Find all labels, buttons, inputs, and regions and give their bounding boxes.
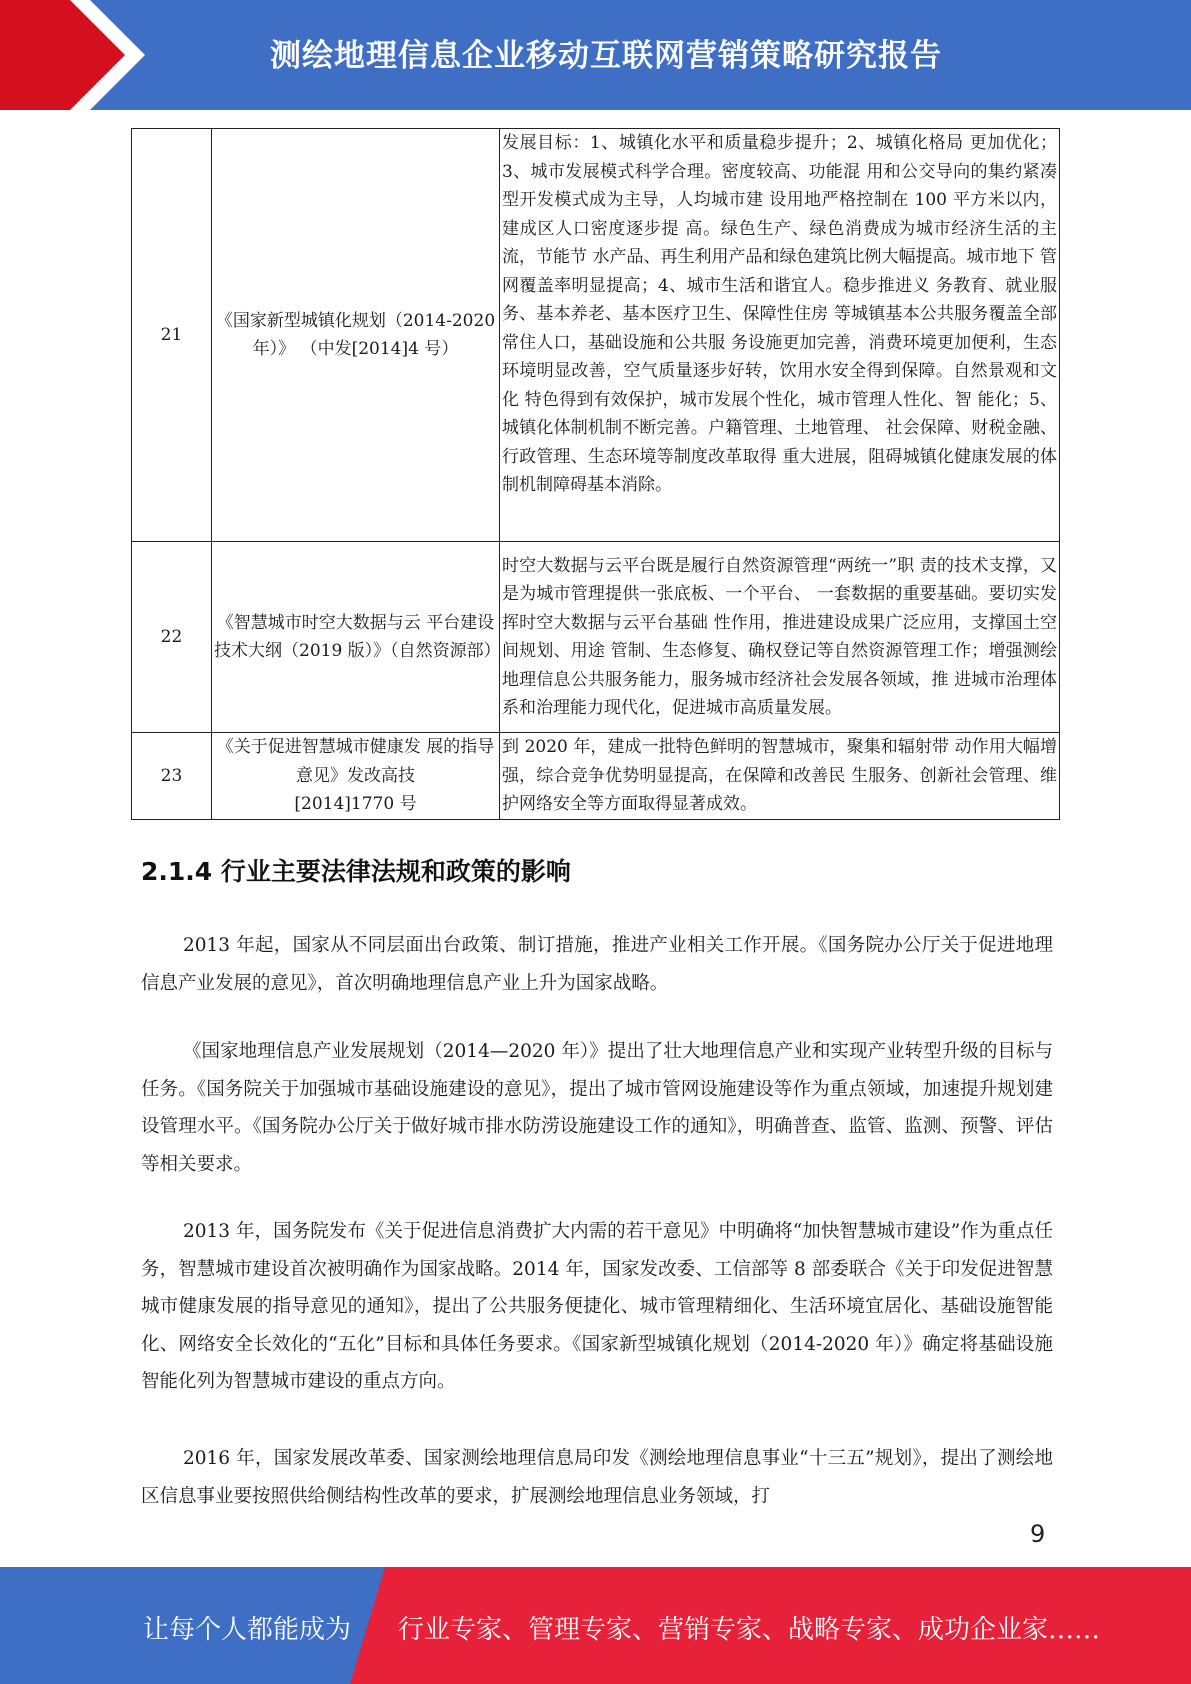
policy-name: 《智慧城市时空大数据与云 平台建设技术大纲（2019 版）》（自然资源部） — [212, 542, 500, 733]
footer-slogan-roles: 行业专家、管理专家、营销专家、战略专家、成功企业家…… — [398, 1615, 1101, 1645]
policy-table — [131, 128, 1060, 820]
policy-name-line: [2014]1770 号 — [294, 794, 417, 812]
policy-content: 发展目标：1、城镇化水平和质量稳步提升；2、城镇化格局 更加优化；3、城市发展模式科学合理。密度较高、功能混 用和公交导向的集约紧凑型开发模式成为主导，人均城市建 设用地严格控制在 100 平方米以内，建成区人口密度逐步提 高。绿色生产、绿色消费成为城市经济生活的主流，节能节 水产品、再生利用产品和绿色建筑比例大幅提高。城市地下 管网覆盖率明显提高；4、城市生活和谐宜人。稳步推进义 务教育、就业服务、基本养老、基本医疗卫生、保障性住房 等城镇基本公共服务覆盖全部常住人口，基础设施和公共服 务设施更加完善，消费环境更加便利，生态环境明显改善，空气质量逐步好转，饮用水安全得到保障。自然景观和文化 特色得到有效保护，城市发展个性化，城市管理人性化、智 能化；5、城镇化体制机制不断完善。户籍管理、土地管理、 社会保障、财税金融、行政管理、生态环境等制度改革取得 重大进展，阻碍城镇化健康发展的体制机制障碍基本消除。 — [500, 129, 1060, 542]
policy-content: 到 2020 年，建成一批特色鲜明的智慧城市，聚集和辐射带 动作用大幅增强，综合竞争优势明显提高，在保障和改善民 生服务、创新社会管理、维护网络安全等方面取得显著成效。 — [500, 733, 1060, 820]
body-paragraph: 2013 年，国务院发布《关于促进信息消费扩大内需的若干意见》中明确将“加快智慧城市建设”作为重点任务，智慧城市建设首次被明确作为国家战略。2014 年，国家发改委、工信部等 8 部委联合《关于印发促进智慧城市健康发展的指导意见的通知》，提出了公共服务便捷化、城市管理精细化、生活环境宜居化、基础设施智能化、网络安全长效化的“五化”目标和具体任务要求。《国家新型城镇化规划（2014-2020 年）》确定将基础设施智能化列为智慧城市建设的重点方向。 — [141, 1221, 1053, 1392]
row-number: 23 — [132, 733, 212, 820]
body-paragraph: 2016 年，国家发展改革委、国家测绘地理信息局印发《测绘地理信息事业“十三五”规划》，提出了测绘地区信息事业要按照供给侧结构性改革的要求，扩展测绘地理信息业务领域，打 — [141, 1448, 1053, 1507]
page-footer — [0, 1567, 1191, 1684]
page-number: 9 — [1030, 1520, 1046, 1548]
policy-name: 《国家新型城镇化规划（2014-2020 年）》 （中发[2014]4 号） — [212, 129, 500, 542]
policy-name — [212, 733, 500, 820]
policy-name-line: 《关于促进智慧城市健康发 展的指导意见》发改高技 — [216, 737, 495, 786]
row-number: 21 — [132, 129, 212, 542]
table-row — [132, 129, 1060, 542]
table-row — [132, 542, 1060, 733]
table-row — [132, 733, 1060, 820]
section-heading: 2.1.4 行业主要法律法规和政策的影响 — [141, 857, 571, 886]
body-paragraph: 《国家地理信息产业发展规划（2014—2020 年）》提出了壮大地理信息产业和实现产业转型升级的目标与任务。《国务院关于加强城市基础设施建设的意见》，提出了城市管网设施建设等作为重点领域，加速提升规划建设管理水平。《国务院办公厅关于做好城市排水防涝设施建设工作的通知》，明确普查、监管、监测、预警、评估等相关要求。 — [141, 1041, 1053, 1175]
row-number: 22 — [132, 542, 212, 733]
body-paragraph: 2013 年起，国家从不同层面出台政策、制订措施，推进产业相关工作开展。《国务院办公厅关于促进地理信息产业发展的意见》，首次明确地理信息产业上升为国家战略。 — [141, 935, 1053, 994]
report-title — [180, 30, 1080, 75]
page-header — [0, 0, 1191, 110]
policy-content: 时空大数据与云平台既是履行自然资源管理“两统一”职 责的技术支撑，又是为城市管理提供一张底板、一个平台、 一套数据的重要基础。要切实发挥时空大数据与云平台基础 性作用，推进建设成果广泛应用，支撑国土空间规划、用途 管制、生态修复、确权登记等自然资源管理工作；增强测绘 地理信息公共服务能力，服务城市经济社会发展各领域，推 进城市治理体系和治理能力现代化，促进城市高质量发展。 — [500, 542, 1060, 733]
report-title-text: 测绘地理信息企业移动互联网营销策略研究报告 — [270, 38, 942, 74]
footer-slogan-lead: 让每个人都能成为 — [143, 1615, 352, 1645]
